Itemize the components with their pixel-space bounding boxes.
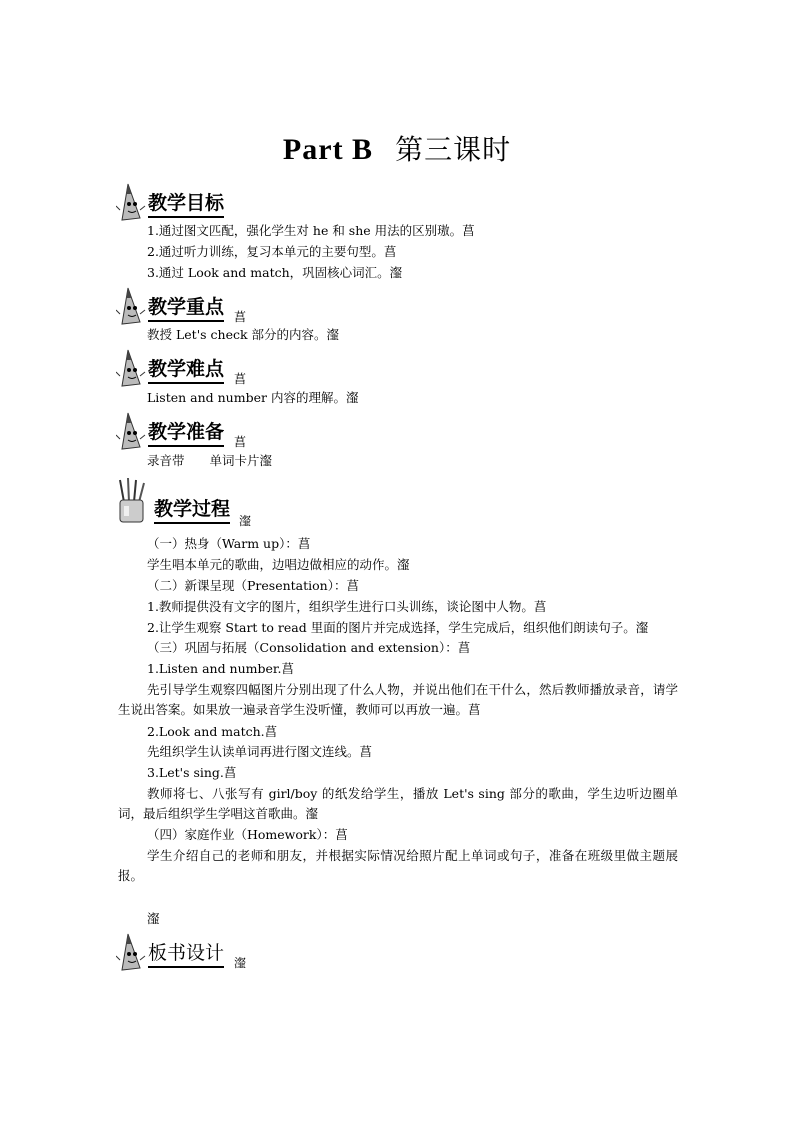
title-lesson: 第三课时: [395, 133, 512, 166]
section-heading: 教学过程: [154, 494, 230, 524]
warm-text: 学生唱本单元的歌曲，边唱边做相应的动作。瀣: [147, 557, 410, 572]
section-heading: 教学难点: [148, 354, 224, 384]
hw-text: 学生介绍自己的老师和朋友，并根据实际情况给照片配上单词或句子，准备在班级里做主题展报。: [118, 848, 678, 883]
cons-3-title: 3.Let's sing.菖: [147, 765, 237, 780]
goal-line-3: 3.通过 Look and match，巩固核心词汇。瀣: [147, 265, 403, 280]
pencil-icon: [116, 930, 146, 972]
cons-title: （三）巩固与拓展（Consolidation and extension）：菖: [147, 640, 471, 655]
pencil-icon: [116, 346, 146, 388]
section-mark: 菖: [234, 372, 247, 386]
goal-line-1: 1.通过图文匹配，强化学生对 he 和 she 用法的区别璈。菖: [147, 223, 475, 238]
section-heading: 教学目标: [148, 188, 224, 218]
pencil-cup-icon: [116, 478, 148, 524]
pres-2: 2.让学生观察 Start to read 里面的图片并完成选择，学生完成后，组织他们朗读句子。瀣: [147, 620, 649, 635]
cons-1-text: 先引导学生观察四幅图片分别出现了什么人物，并说出他们在干什么，然后教师播放录音，请学生说出答案。如果放一遍录音学生没听懂，教师可以再放一遍。菖: [118, 682, 678, 717]
goal-line-2: 2.通过听力训练，复习本单元的主要句型。菖: [147, 244, 397, 259]
pres-1: 1.教师提供没有文字的图片，组织学生进行口头训练，谈论图中人物。菖: [147, 599, 547, 614]
warm-title: （一）热身（Warm up）：菖: [147, 536, 311, 551]
pencil-icon: [116, 284, 146, 326]
section-mark: 菖: [234, 435, 247, 449]
difficult-line-1: Listen and number 内容的理解。瀣: [147, 390, 359, 405]
section-heading: 教学准备: [148, 417, 224, 447]
section-mark: 瀣: [234, 956, 247, 970]
hw-title: （四）家庭作业（Homework）：菖: [147, 827, 348, 842]
section-mark: 瀣: [239, 514, 252, 528]
section-heading: 教学重点: [148, 292, 224, 322]
cons-2-title: 2.Look and match.菖: [147, 724, 278, 739]
cons-3-text: 教师将七、八张写有 girl/boy 的纸发给学生，播放 Let's sing 部分的歌曲，学生边听边圈单词，最后组织学生学唱这首歌曲。瀣: [118, 786, 678, 821]
pencil-icon: [116, 180, 146, 222]
page-title: [0, 128, 794, 168]
trailing-mark: 瀣: [147, 911, 160, 926]
section-mark: 菖: [234, 310, 247, 324]
key-line-1: 教授 Let's check 部分的内容。瀣: [147, 327, 340, 342]
cons-2-text: 先组织学生认读单词再进行图文连线。菖: [147, 744, 373, 759]
pres-title: （二）新课呈现（Presentation）：菖: [147, 578, 359, 593]
section-heading: 板书设计: [148, 938, 224, 968]
title-part: Part B: [282, 133, 374, 166]
pencil-icon: [116, 409, 146, 451]
prep-line-1: 录音带 单词卡片瀣: [147, 453, 273, 468]
cons-1-title: 1.Listen and number.菖: [147, 661, 294, 676]
